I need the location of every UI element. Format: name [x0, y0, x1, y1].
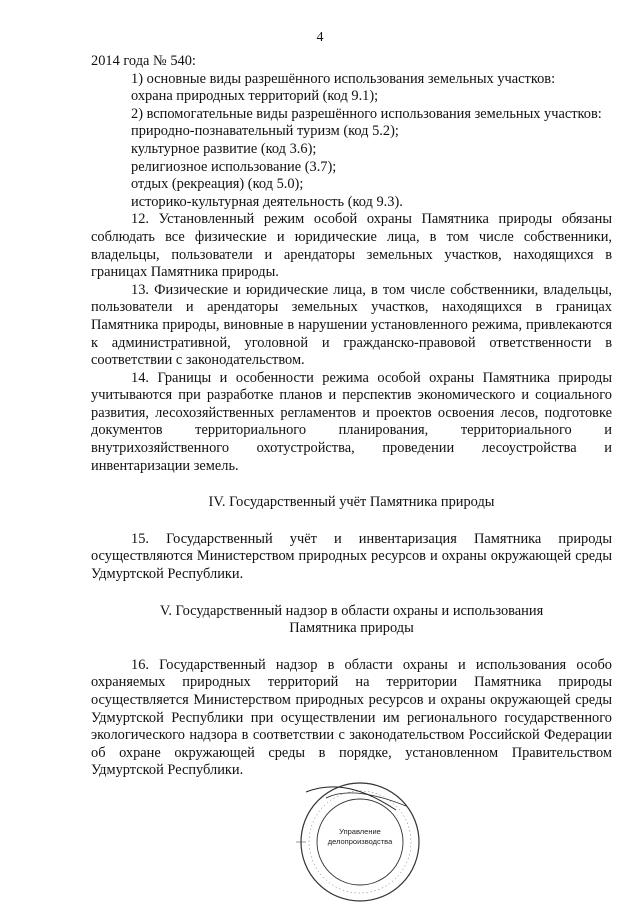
- stamp-label-1: Управление: [339, 827, 381, 836]
- spacer: [91, 584, 612, 603]
- paragraph: 2) вспомогательные виды разрешённого использования земельных участков:: [131, 105, 602, 122]
- list-item: культурное развитие (код 3.6);: [131, 140, 317, 157]
- paragraph: 16. Государственный надзор в области охраны и использования особо охраняемых природных территорий на территории Памятника природы осуществляется Министерством природных ресурсов и охраны окружающей среды Удмуртской Республики при осуществлении им регионального государственного экологического надзора в соответствии с законодательством Российской Федерации об охране окружающей среды в порядке, установленном Правительством Удмуртской Республики.: [91, 656, 612, 779]
- section-heading: Памятника природы: [289, 620, 414, 637]
- list-item: религиозное использование (3.7);: [131, 158, 337, 175]
- spacer: [91, 638, 612, 657]
- paragraph: 1) основные виды разрешённого использования земельных участков:: [131, 70, 556, 87]
- list-item: охрана природных территорий (код 9.1);: [131, 88, 379, 105]
- document-body: [91, 53, 612, 780]
- list-item: отдых (рекреация) (код 5.0);: [131, 176, 304, 193]
- paragraph: 14. Границы и особенности режима особой охраны Памятника природы учитываются при разработке планов и перспектив экономического и социального развития, лесохозяйственных регламентов и проектов освоения лесов, подготовке документов территориального планирования, территориального и внутрихозяйственного охотустройства, проведении лесоустройства и инвентаризации земель.: [91, 369, 612, 474]
- spacer: [91, 512, 612, 531]
- spacer: [91, 475, 612, 494]
- section-heading: V. Государственный надзор в области охраны и использования: [159, 602, 544, 619]
- list-item: природно-познавательный туризм (код 5.2);: [131, 123, 399, 140]
- paragraph: 12. Установленный режим особой охраны Памятника природы обязаны соблюдать все физические и юридические лица, в том числе собственники, владельцы, пользователи и арендаторы земельных участков, находящихся в границах Памятника природы.: [91, 211, 612, 281]
- official-stamp: [296, 780, 424, 904]
- stamp-label-2: делопроизводства: [327, 837, 393, 846]
- section-heading: IV. Государственный учёт Памятника природы: [208, 494, 495, 511]
- paragraph: 13. Физические и юридические лица, в том числе собственники, владельцы, пользователи и арендаторы земельных участков, находящихся в границах Памятника природы, виновные в нарушении установленного режима, привлекаются к административной, уголовной и гражданско-правовой ответственности в соответствии с законодательством.: [91, 281, 612, 369]
- paragraph: 15. Государственный учёт и инвентаризация Памятника природы осуществляются Министерством природных ресурсов и охраны окружающей среды Удмуртской Республики.: [91, 530, 612, 583]
- page-number: 4: [316, 30, 324, 45]
- paragraph: 2014 года № 540:: [91, 53, 196, 69]
- list-item: историко-культурная деятельность (код 9.3).: [131, 193, 403, 210]
